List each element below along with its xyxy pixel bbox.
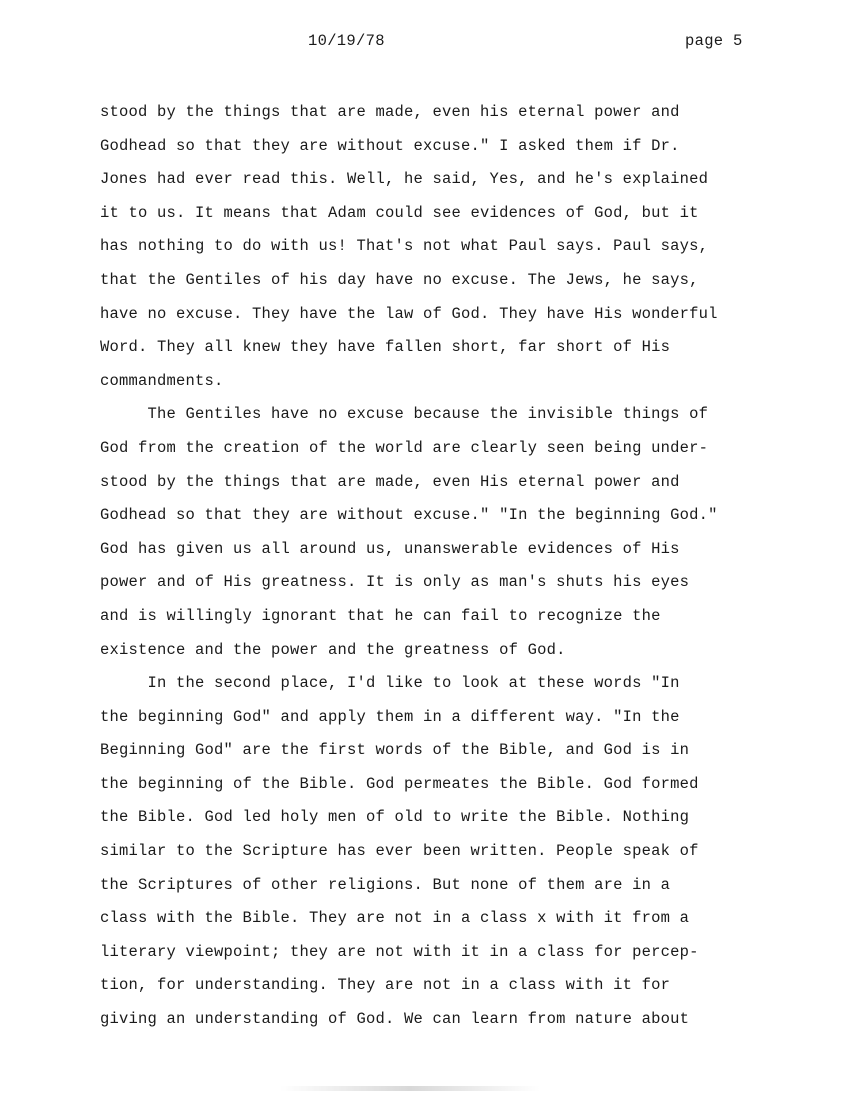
- text-line: power and of His greatness. It is only as man's shuts his eyes: [100, 573, 690, 592]
- text-line: The Gentiles have no excuse because the invisible things of: [100, 405, 709, 424]
- text-line: giving an understanding of God. We can learn from nature about: [100, 1010, 690, 1029]
- text-line: God has given us all around us, unanswerable evidences of His: [100, 539, 680, 558]
- text-line: Beginning God" are the first words of the Bible, and God is in: [100, 741, 690, 760]
- page-date: 10/19/78: [308, 32, 385, 50]
- text-line: existence and the power and the greatness of God.: [100, 640, 566, 659]
- text-line: the beginning God" and apply them in a different way. "In the: [100, 707, 680, 726]
- text-line: Jones had ever read this. Well, he said, Yes, and he's explained: [100, 170, 709, 189]
- text-line: tion, for understanding. They are not in a class with it for: [100, 976, 671, 995]
- text-line: the Bible. God led holy men of old to write the Bible. Nothing: [100, 808, 690, 827]
- text-line: commandments.: [100, 371, 224, 390]
- text-line: that the Gentiles of his day have no excuse. The Jews, he says,: [100, 270, 699, 289]
- text-line: Godhead so that they are without excuse." "In the beginning God.": [100, 506, 718, 525]
- text-line: similar to the Scripture has ever been written. People speak of: [100, 842, 699, 861]
- text-line: stood by the things that are made, even his eternal power and: [100, 103, 680, 121]
- text-line: has nothing to do with us! That's not what Paul says. Paul says,: [100, 237, 709, 256]
- text-line: Godhead so that they are without excuse." I asked them if Dr.: [100, 136, 680, 155]
- text-line: literary viewpoint; they are not with it in a class for percep-: [100, 942, 699, 961]
- document-body: [100, 96, 800, 1037]
- text-line: the Scriptures of other religions. But none of them are in a: [100, 875, 671, 894]
- text-line: God from the creation of the world are clearly seen being under-: [100, 438, 709, 457]
- text-line: have no excuse. They have the law of God. They have His wonderful: [100, 304, 718, 323]
- text-line: it to us. It means that Adam could see evidences of God, but it: [100, 203, 699, 222]
- text-line: and is willingly ignorant that he can fail to recognize the: [100, 606, 661, 625]
- page-number: page 5: [685, 32, 743, 50]
- text-line: In the second place, I'd like to look at these words "In: [100, 674, 680, 693]
- text-line: stood by the things that are made, even His eternal power and: [100, 472, 680, 491]
- text-line: the beginning of the Bible. God permeates the Bible. God formed: [100, 774, 699, 793]
- text-line: Word. They all knew they have fallen short, far short of His: [100, 338, 671, 357]
- scan-smudge: [280, 1086, 540, 1091]
- text-line: class with the Bible. They are not in a class x with it from a: [100, 909, 690, 928]
